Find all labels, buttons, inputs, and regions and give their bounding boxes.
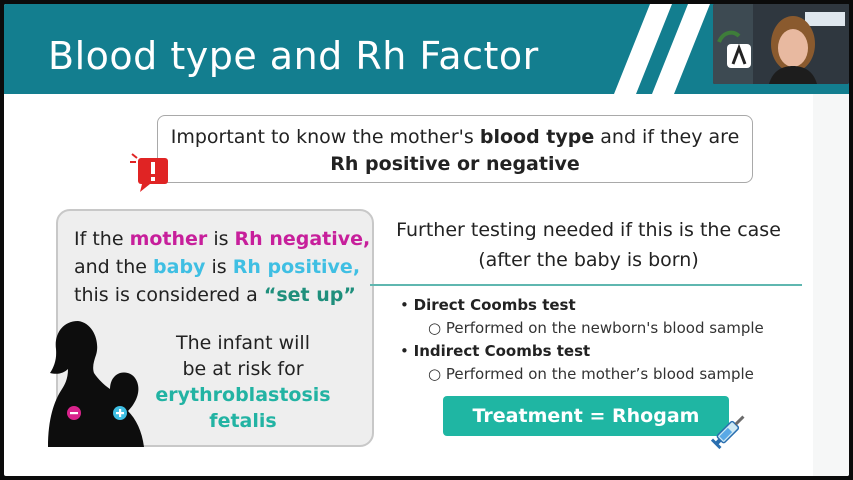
risk-condition-line-2: fetalis (209, 410, 277, 432)
important-note-box (157, 115, 753, 183)
test-item-indirect-coombs: • Indirect Coombs test (400, 342, 591, 360)
setup-line-1: If the mother is Rh negative, (74, 228, 371, 250)
test-detail-indirect-coombs: ○ Performed on the mother’s blood sample (428, 365, 754, 383)
test-detail-direct-coombs: ○ Performed on the newborn's blood sample (428, 319, 764, 337)
mother-baby-silhouette-icon (44, 319, 154, 449)
setup-line-3: this is considered a “set up” (74, 284, 356, 306)
alert-speech-bubble-icon (130, 152, 170, 194)
syringe-icon (709, 409, 751, 451)
slide-title: Blood type and Rh Factor (48, 34, 539, 78)
side-panel (813, 94, 849, 476)
setup-line-2: and the baby is Rh positive, (74, 256, 361, 278)
note-line-2: Rh positive or negative (330, 153, 580, 175)
risk-line-2: be at risk for (182, 358, 304, 380)
further-testing-line-1: Further testing needed if this is the case (396, 219, 781, 241)
test-item-direct-coombs: • Direct Coombs test (400, 296, 576, 314)
presenter-video-frame (713, 4, 849, 84)
section-divider (370, 284, 802, 286)
risk-line-1: The infant will (176, 332, 310, 354)
presenter-webcam-overlay (713, 4, 849, 84)
risk-condition-line-1: erythroblastosis (155, 384, 331, 406)
treatment-banner: Treatment = Rhogam (443, 396, 729, 436)
header-stripes (612, 4, 722, 94)
further-testing-line-2: (after the baby is born) (478, 249, 699, 271)
note-line-1: Important to know the mother's blood type and if they are (170, 126, 740, 148)
